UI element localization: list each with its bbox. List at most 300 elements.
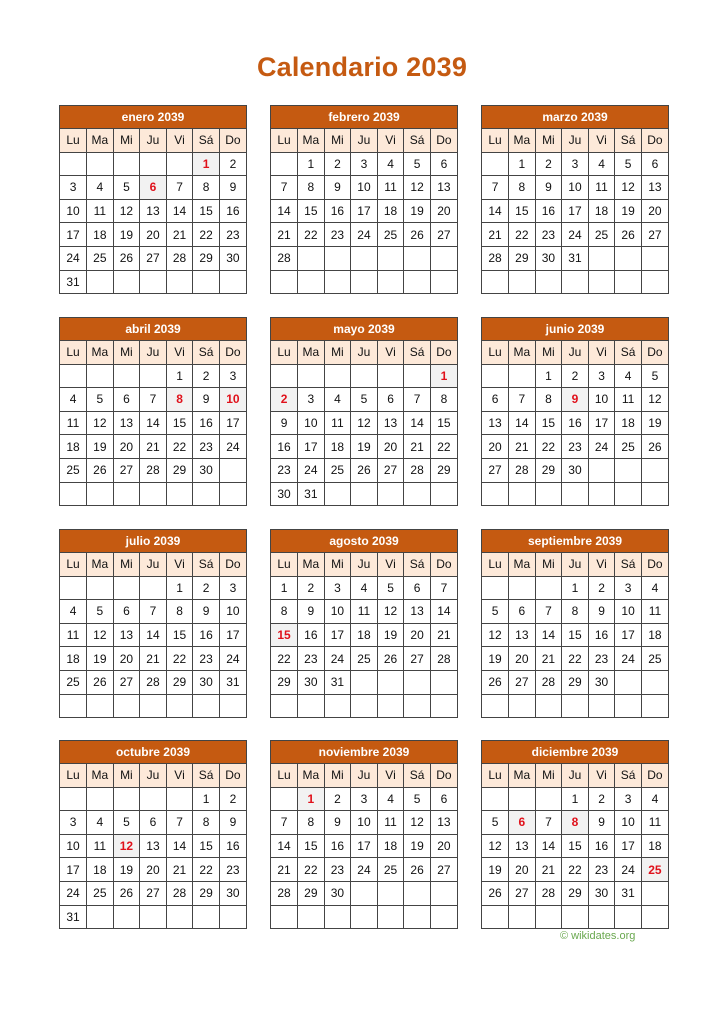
- empty-cell: [404, 270, 431, 293]
- day-cell: 14: [166, 834, 193, 858]
- day-cell: 20: [113, 435, 140, 459]
- month-title: noviembre 2039: [271, 741, 457, 764]
- weekday-header-row: [271, 341, 457, 364]
- month-title: agosto 2039: [271, 530, 457, 553]
- week-row: [482, 858, 668, 882]
- week-row: [271, 411, 457, 435]
- empty-cell: [87, 152, 114, 176]
- day-cell: 7: [430, 576, 457, 600]
- day-cell: 12: [641, 388, 668, 412]
- day-cell: 25: [60, 458, 87, 482]
- weekday-label: Lu: [271, 553, 298, 576]
- day-cell: 19: [615, 199, 642, 223]
- day-cell: 3: [60, 811, 87, 835]
- empty-cell: [113, 694, 140, 717]
- day-cell: 5: [482, 811, 509, 835]
- empty-cell: [615, 458, 642, 482]
- day-cell: 18: [87, 223, 114, 247]
- empty-cell: [298, 905, 325, 928]
- weekday-header-row: [271, 129, 457, 152]
- day-cell: 29: [193, 881, 220, 905]
- weekday-label: Sá: [615, 553, 642, 576]
- empty-cell: [641, 270, 668, 293]
- weekday-label: Do: [641, 764, 668, 787]
- week-row: [482, 176, 668, 200]
- empty-cell: [87, 482, 114, 505]
- weekday-label: Do: [219, 341, 246, 364]
- day-cell: 22: [298, 858, 325, 882]
- day-cell: 20: [509, 858, 536, 882]
- day-cell: 14: [140, 411, 167, 435]
- weekday-header-row: [271, 764, 457, 787]
- day-cell: 13: [377, 411, 404, 435]
- empty-cell: [404, 694, 431, 717]
- day-cell: 29: [562, 881, 589, 905]
- empty-cell: [430, 881, 457, 905]
- weekday-label: Ma: [509, 553, 536, 576]
- month-table: [482, 553, 668, 717]
- holiday-day-cell: 2: [271, 388, 298, 412]
- day-cell: 16: [219, 834, 246, 858]
- week-row: [60, 435, 246, 459]
- week-row: [482, 364, 668, 388]
- week-row: [60, 388, 246, 412]
- empty-cell: [482, 482, 509, 505]
- day-cell: 21: [166, 858, 193, 882]
- day-cell: 23: [219, 223, 246, 247]
- weekday-header-row: [60, 764, 246, 787]
- week-row: [482, 576, 668, 600]
- day-cell: 15: [562, 834, 589, 858]
- day-cell: 9: [588, 600, 615, 624]
- day-cell: 23: [271, 458, 298, 482]
- empty-cell: [193, 482, 220, 505]
- day-cell: 2: [219, 787, 246, 811]
- day-cell: 4: [588, 152, 615, 176]
- day-cell: 20: [140, 858, 167, 882]
- day-cell: 23: [562, 435, 589, 459]
- week-row: [482, 152, 668, 176]
- empty-cell: [60, 482, 87, 505]
- empty-cell: [482, 694, 509, 717]
- day-cell: 31: [298, 482, 325, 505]
- day-cell: 17: [219, 623, 246, 647]
- empty-cell: [140, 364, 167, 388]
- week-row: [271, 647, 457, 671]
- weekday-header-row: [60, 341, 246, 364]
- day-cell: 30: [588, 881, 615, 905]
- week-row: [482, 482, 668, 505]
- day-cell: 4: [377, 787, 404, 811]
- empty-cell: [324, 364, 351, 388]
- empty-cell: [324, 246, 351, 270]
- day-cell: 9: [298, 600, 325, 624]
- day-cell: 10: [351, 176, 378, 200]
- week-row: [271, 388, 457, 412]
- day-cell: 22: [535, 435, 562, 459]
- empty-cell: [87, 270, 114, 293]
- day-cell: 7: [140, 388, 167, 412]
- day-cell: 25: [615, 435, 642, 459]
- week-row: [482, 834, 668, 858]
- day-cell: 10: [562, 176, 589, 200]
- empty-cell: [271, 364, 298, 388]
- day-cell: 7: [271, 176, 298, 200]
- day-cell: 24: [351, 858, 378, 882]
- day-cell: 28: [271, 246, 298, 270]
- day-cell: 17: [588, 411, 615, 435]
- empty-cell: [430, 694, 457, 717]
- weekday-label: Vi: [377, 764, 404, 787]
- empty-cell: [535, 270, 562, 293]
- empty-cell: [588, 458, 615, 482]
- empty-cell: [60, 576, 87, 600]
- month-table: [271, 341, 457, 505]
- empty-cell: [351, 881, 378, 905]
- weekday-label: Lu: [271, 341, 298, 364]
- weekday-label: Ma: [87, 129, 114, 152]
- month-table: [482, 764, 668, 928]
- day-cell: 20: [430, 834, 457, 858]
- holiday-day-cell: 6: [509, 811, 536, 835]
- month-table: [60, 764, 246, 928]
- empty-cell: [60, 364, 87, 388]
- day-cell: 27: [509, 881, 536, 905]
- weekday-label: Do: [219, 553, 246, 576]
- empty-cell: [404, 246, 431, 270]
- day-cell: 26: [113, 246, 140, 270]
- empty-cell: [351, 694, 378, 717]
- week-row: [60, 858, 246, 882]
- day-cell: 21: [271, 858, 298, 882]
- source-credit[interactable]: © wikidates.org: [560, 930, 636, 942]
- weekday-label: Vi: [377, 341, 404, 364]
- week-row: [482, 694, 668, 717]
- month-block: [270, 740, 458, 929]
- weekday-label: Ma: [298, 764, 325, 787]
- weekday-label: Ju: [140, 553, 167, 576]
- weekday-label: Sá: [404, 129, 431, 152]
- month-title: marzo 2039: [482, 106, 668, 129]
- day-cell: 12: [351, 411, 378, 435]
- day-cell: 7: [166, 176, 193, 200]
- day-cell: 12: [615, 176, 642, 200]
- day-cell: 1: [535, 364, 562, 388]
- empty-cell: [404, 670, 431, 694]
- empty-cell: [60, 152, 87, 176]
- month-block: [59, 317, 247, 506]
- day-cell: 2: [193, 576, 220, 600]
- day-cell: 9: [219, 176, 246, 200]
- day-cell: 13: [430, 176, 457, 200]
- day-cell: 11: [87, 834, 114, 858]
- empty-cell: [351, 905, 378, 928]
- empty-cell: [404, 364, 431, 388]
- day-cell: 3: [351, 787, 378, 811]
- week-row: [482, 411, 668, 435]
- day-cell: 7: [271, 811, 298, 835]
- week-row: [482, 811, 668, 835]
- day-cell: 22: [193, 223, 220, 247]
- empty-cell: [588, 270, 615, 293]
- week-row: [60, 647, 246, 671]
- week-row: [60, 482, 246, 505]
- empty-cell: [430, 670, 457, 694]
- week-row: [271, 199, 457, 223]
- day-cell: 3: [615, 787, 642, 811]
- empty-cell: [482, 576, 509, 600]
- empty-cell: [87, 694, 114, 717]
- day-cell: 12: [482, 834, 509, 858]
- weekday-label: Do: [219, 129, 246, 152]
- day-cell: 18: [615, 411, 642, 435]
- holiday-day-cell: 1: [193, 152, 220, 176]
- day-cell: 22: [562, 647, 589, 671]
- week-row: [60, 411, 246, 435]
- weekday-label: Vi: [588, 129, 615, 152]
- day-cell: 10: [219, 600, 246, 624]
- day-cell: 22: [271, 647, 298, 671]
- day-cell: 23: [535, 223, 562, 247]
- day-cell: 16: [298, 623, 325, 647]
- day-cell: 14: [271, 199, 298, 223]
- empty-cell: [562, 905, 589, 928]
- day-cell: 18: [324, 435, 351, 459]
- day-cell: 10: [615, 600, 642, 624]
- empty-cell: [641, 694, 668, 717]
- weekday-label: Mi: [113, 764, 140, 787]
- day-cell: 17: [298, 435, 325, 459]
- day-cell: 27: [430, 223, 457, 247]
- weekday-label: Ju: [351, 764, 378, 787]
- day-cell: 17: [615, 623, 642, 647]
- day-cell: 1: [166, 364, 193, 388]
- day-cell: 31: [60, 270, 87, 293]
- empty-cell: [641, 458, 668, 482]
- empty-cell: [166, 787, 193, 811]
- empty-cell: [562, 270, 589, 293]
- day-cell: 17: [324, 623, 351, 647]
- week-row: [271, 435, 457, 459]
- empty-cell: [113, 787, 140, 811]
- day-cell: 19: [404, 834, 431, 858]
- week-row: [271, 670, 457, 694]
- empty-cell: [140, 576, 167, 600]
- day-cell: 10: [60, 834, 87, 858]
- day-cell: 16: [562, 411, 589, 435]
- day-cell: 14: [535, 834, 562, 858]
- empty-cell: [482, 152, 509, 176]
- day-cell: 17: [351, 199, 378, 223]
- day-cell: 2: [588, 787, 615, 811]
- empty-cell: [219, 905, 246, 928]
- day-cell: 20: [430, 199, 457, 223]
- day-cell: 31: [324, 670, 351, 694]
- empty-cell: [271, 152, 298, 176]
- empty-cell: [87, 787, 114, 811]
- month-title: septiembre 2039: [482, 530, 668, 553]
- empty-cell: [615, 905, 642, 928]
- month-table: [271, 764, 457, 928]
- day-cell: 19: [87, 435, 114, 459]
- weekday-label: Ma: [87, 553, 114, 576]
- weekday-label: Lu: [482, 764, 509, 787]
- day-cell: 17: [562, 199, 589, 223]
- day-cell: 9: [219, 811, 246, 835]
- week-row: [482, 270, 668, 293]
- week-row: [60, 199, 246, 223]
- week-row: [271, 246, 457, 270]
- day-cell: 21: [140, 435, 167, 459]
- weekday-label: Ju: [351, 129, 378, 152]
- day-cell: 21: [482, 223, 509, 247]
- empty-cell: [219, 458, 246, 482]
- day-cell: 3: [615, 576, 642, 600]
- week-row: [60, 694, 246, 717]
- empty-cell: [140, 694, 167, 717]
- weekday-label: Ju: [140, 341, 167, 364]
- day-cell: 6: [113, 600, 140, 624]
- weekday-label: Sá: [615, 764, 642, 787]
- day-cell: 23: [588, 647, 615, 671]
- empty-cell: [482, 270, 509, 293]
- day-cell: 28: [430, 647, 457, 671]
- day-cell: 29: [562, 670, 589, 694]
- day-cell: 7: [140, 600, 167, 624]
- day-cell: 24: [219, 435, 246, 459]
- month-title: abril 2039: [60, 318, 246, 341]
- empty-cell: [509, 694, 536, 717]
- holiday-day-cell: 1: [298, 787, 325, 811]
- day-cell: 9: [193, 388, 220, 412]
- day-cell: 28: [140, 458, 167, 482]
- day-cell: 13: [113, 623, 140, 647]
- day-cell: 15: [535, 411, 562, 435]
- holiday-day-cell: 25: [641, 858, 668, 882]
- day-cell: 13: [482, 411, 509, 435]
- day-cell: 25: [60, 670, 87, 694]
- day-cell: 18: [87, 858, 114, 882]
- weekday-label: Sá: [404, 553, 431, 576]
- month-title: diciembre 2039: [482, 741, 668, 764]
- day-cell: 19: [87, 647, 114, 671]
- weekday-label: Vi: [166, 553, 193, 576]
- empty-cell: [298, 364, 325, 388]
- weekday-label: Do: [219, 764, 246, 787]
- day-cell: 4: [87, 811, 114, 835]
- empty-cell: [430, 905, 457, 928]
- day-cell: 17: [351, 834, 378, 858]
- weekday-label: Mi: [535, 341, 562, 364]
- day-cell: 19: [641, 411, 668, 435]
- day-cell: 28: [482, 246, 509, 270]
- empty-cell: [430, 246, 457, 270]
- day-cell: 26: [404, 858, 431, 882]
- week-row: [60, 270, 246, 293]
- day-cell: 14: [404, 411, 431, 435]
- day-cell: 20: [113, 647, 140, 671]
- day-cell: 9: [588, 811, 615, 835]
- empty-cell: [140, 270, 167, 293]
- day-cell: 8: [298, 176, 325, 200]
- week-row: [271, 482, 457, 505]
- weekday-label: Mi: [324, 553, 351, 576]
- holiday-day-cell: 8: [166, 388, 193, 412]
- holiday-day-cell: 10: [219, 388, 246, 412]
- week-row: [271, 694, 457, 717]
- day-cell: 22: [166, 435, 193, 459]
- day-cell: 3: [562, 152, 589, 176]
- day-cell: 7: [482, 176, 509, 200]
- weekday-label: Ju: [140, 129, 167, 152]
- weekday-label: Lu: [482, 553, 509, 576]
- day-cell: 26: [641, 435, 668, 459]
- weekday-label: Mi: [535, 129, 562, 152]
- day-cell: 7: [535, 811, 562, 835]
- weekday-label: Sá: [193, 764, 220, 787]
- weekday-label: Ju: [562, 129, 589, 152]
- day-cell: 3: [298, 388, 325, 412]
- day-cell: 18: [588, 199, 615, 223]
- day-cell: 7: [535, 600, 562, 624]
- day-cell: 25: [641, 647, 668, 671]
- week-row: [271, 176, 457, 200]
- weekday-label: Do: [641, 129, 668, 152]
- weekday-label: Lu: [271, 129, 298, 152]
- empty-cell: [509, 364, 536, 388]
- day-cell: 16: [219, 199, 246, 223]
- weekday-label: Ju: [140, 764, 167, 787]
- day-cell: 23: [193, 647, 220, 671]
- weekday-header-row: [60, 129, 246, 152]
- day-cell: 29: [430, 458, 457, 482]
- empty-cell: [509, 270, 536, 293]
- week-row: [271, 576, 457, 600]
- day-cell: 9: [324, 176, 351, 200]
- week-row: [271, 881, 457, 905]
- day-cell: 3: [324, 576, 351, 600]
- weekday-label: Do: [641, 341, 668, 364]
- day-cell: 4: [615, 364, 642, 388]
- day-cell: 21: [509, 435, 536, 459]
- day-cell: 30: [219, 881, 246, 905]
- day-cell: 22: [509, 223, 536, 247]
- empty-cell: [641, 246, 668, 270]
- day-cell: 10: [615, 811, 642, 835]
- day-cell: 27: [509, 670, 536, 694]
- day-cell: 30: [219, 246, 246, 270]
- day-cell: 11: [641, 811, 668, 835]
- day-cell: 14: [482, 199, 509, 223]
- day-cell: 4: [641, 576, 668, 600]
- day-cell: 5: [641, 364, 668, 388]
- month-table: [60, 129, 246, 293]
- day-cell: 5: [615, 152, 642, 176]
- empty-cell: [377, 270, 404, 293]
- day-cell: 4: [60, 388, 87, 412]
- day-cell: 21: [535, 647, 562, 671]
- day-cell: 25: [377, 858, 404, 882]
- empty-cell: [113, 364, 140, 388]
- day-cell: 11: [87, 199, 114, 223]
- day-cell: 21: [166, 223, 193, 247]
- day-cell: 26: [87, 458, 114, 482]
- day-cell: 12: [87, 623, 114, 647]
- weekday-label: Do: [430, 341, 457, 364]
- month-title: octubre 2039: [60, 741, 246, 764]
- week-row: [482, 623, 668, 647]
- empty-cell: [509, 787, 536, 811]
